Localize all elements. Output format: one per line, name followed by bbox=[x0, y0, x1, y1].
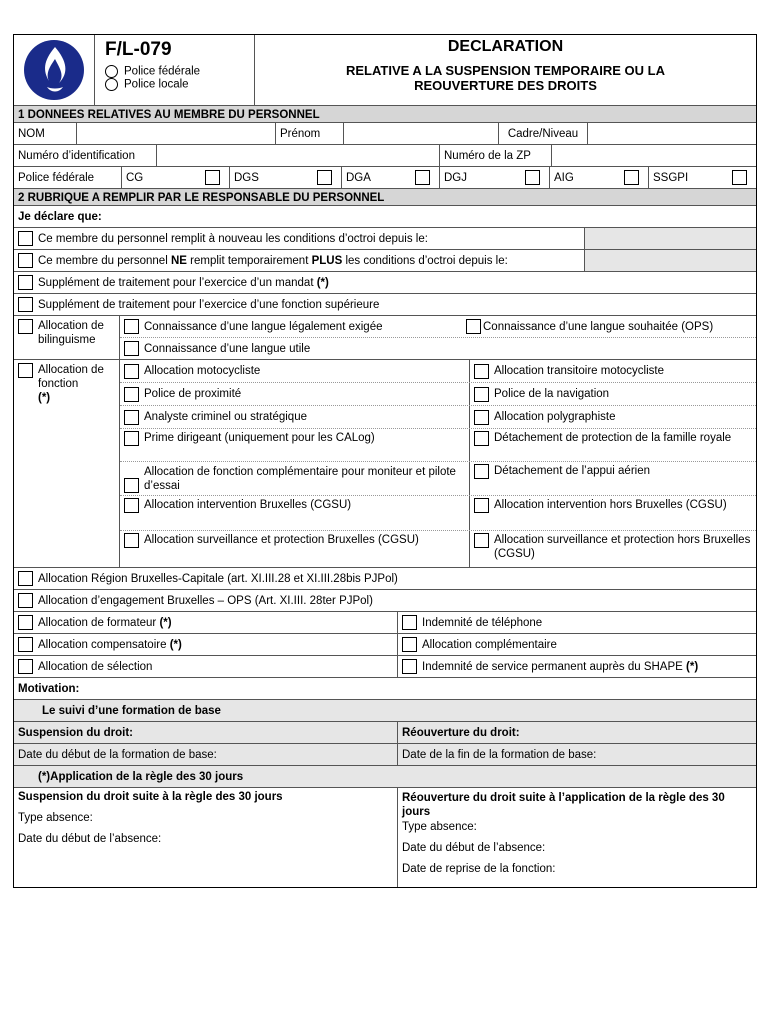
reouverture-droit-heading: Réouverture du droit: bbox=[397, 722, 756, 743]
radio-label: Police fédérale bbox=[124, 65, 201, 78]
option-label bbox=[38, 639, 182, 651]
unit-dgj[interactable] bbox=[439, 167, 549, 188]
label-emphasis: NE bbox=[170, 254, 187, 267]
asterisk-note: (*) bbox=[686, 660, 699, 673]
fonction-row bbox=[120, 382, 756, 405]
date-reprise-field[interactable]: Date de reprise de la fonction: bbox=[402, 863, 556, 875]
unit-label: DGJ bbox=[444, 171, 467, 184]
option-complementaire[interactable] bbox=[397, 634, 756, 655]
checkbox-icon[interactable] bbox=[466, 319, 481, 334]
motivation-label: Motivation: bbox=[18, 682, 80, 695]
row-supp-mandat bbox=[14, 271, 756, 293]
option-police-navigation[interactable] bbox=[469, 383, 756, 405]
option-prime-dirigeant[interactable] bbox=[120, 429, 469, 461]
row-bilinguisme bbox=[14, 315, 756, 359]
nom-label: NOM bbox=[18, 127, 45, 140]
je-declare-label: Je déclare que: bbox=[18, 210, 102, 223]
option-appui-aerien[interactable] bbox=[469, 462, 756, 495]
option-formateur[interactable] bbox=[14, 612, 397, 633]
option-compensatoire[interactable] bbox=[14, 634, 397, 655]
form-code: F/L-079 bbox=[105, 39, 172, 60]
checkbox-icon[interactable] bbox=[18, 319, 33, 334]
unit-ssgpi[interactable] bbox=[648, 167, 756, 188]
checkbox-icon[interactable] bbox=[474, 498, 489, 513]
option-label: Police de proximité bbox=[144, 388, 242, 400]
option-supp-mandat[interactable] bbox=[14, 272, 756, 293]
row-motivation bbox=[14, 677, 756, 699]
option-telephone[interactable] bbox=[397, 612, 756, 633]
asterisk-note: (*) bbox=[169, 638, 182, 651]
row-suivi-formation bbox=[14, 699, 756, 721]
option-remplit-a-nouveau[interactable] bbox=[14, 228, 584, 249]
section1-title: 1 DONNEES RELATIVES AU MEMBRE DU PERSONNEL bbox=[14, 106, 756, 122]
option-selection[interactable] bbox=[14, 656, 397, 677]
option-moniteur-pilote[interactable] bbox=[120, 462, 469, 495]
unit-dga[interactable] bbox=[341, 167, 439, 188]
police-logo bbox=[14, 35, 94, 105]
cadre-label: Cadre/Niveau bbox=[498, 123, 587, 144]
option-label bbox=[38, 363, 108, 405]
checkbox-icon[interactable] bbox=[624, 170, 639, 185]
checkbox-icon[interactable] bbox=[124, 431, 139, 446]
checkbox-icon[interactable] bbox=[732, 170, 747, 185]
form-id-block bbox=[94, 35, 254, 105]
type-absence-field-right[interactable]: Type absence: bbox=[402, 821, 477, 833]
checkbox-icon[interactable] bbox=[474, 410, 489, 425]
option-langue-exigee[interactable] bbox=[120, 316, 462, 337]
option-label: Allocation de fonction complémentaire pour moniteur et pilote d’essai bbox=[144, 466, 456, 492]
checkbox-icon[interactable] bbox=[124, 364, 139, 379]
option-shape[interactable] bbox=[397, 656, 756, 677]
reouverture-30-block bbox=[397, 788, 756, 887]
option-label: Allocation motocycliste bbox=[144, 365, 261, 377]
form-subtitle-line2: REOUVERTURE DES DROITS bbox=[414, 78, 597, 93]
row-compensatoire bbox=[14, 633, 756, 655]
police-federale-label: Police fédérale bbox=[18, 171, 95, 184]
option-engagement-bruxelles[interactable] bbox=[14, 590, 756, 611]
suivi-formation-heading: Le suivi d’une formation de base bbox=[42, 704, 221, 717]
option-police-proximite[interactable] bbox=[120, 383, 469, 405]
option-intervention-bruxelles[interactable] bbox=[120, 496, 469, 530]
checkbox-icon[interactable] bbox=[474, 431, 489, 446]
row-police-federale bbox=[14, 166, 756, 188]
unit-dgs[interactable] bbox=[229, 167, 341, 188]
unit-aig[interactable] bbox=[549, 167, 648, 188]
label-part: Indemnité de service permanent auprès du SHAPE bbox=[422, 660, 687, 673]
form-title-block bbox=[254, 35, 756, 105]
fonction-row bbox=[120, 495, 756, 530]
unit-cg[interactable] bbox=[121, 167, 229, 188]
option-label: Analyste criminel ou stratégique bbox=[144, 411, 307, 423]
radio-police-federale[interactable] bbox=[105, 65, 200, 78]
checkbox-icon[interactable] bbox=[402, 637, 417, 652]
cadre-field[interactable] bbox=[587, 123, 756, 144]
fonction-row bbox=[120, 360, 756, 382]
checkbox-icon[interactable] bbox=[415, 170, 430, 185]
label-part: les conditions d’octroi depuis le: bbox=[342, 254, 508, 267]
date-debut-absence-field-left[interactable]: Date du début de l’absence: bbox=[18, 833, 162, 845]
numero-id-field[interactable] bbox=[156, 145, 439, 166]
row-numero bbox=[14, 144, 756, 166]
option-label: Allocation surveillance et protection Bruxelles (CGSU) bbox=[144, 534, 419, 546]
form-subtitle-line1: RELATIVE A LA SUSPENSION TEMPORAIRE OU LA bbox=[345, 63, 665, 78]
checkbox-icon[interactable] bbox=[402, 659, 417, 674]
nom-field[interactable] bbox=[76, 123, 275, 144]
option-label bbox=[422, 661, 698, 673]
unit-label: DGS bbox=[234, 171, 259, 184]
fonction-row bbox=[120, 530, 756, 567]
date-fin-formation-field[interactable]: Date de la fin de la formation de base: bbox=[397, 744, 756, 765]
option-motocycliste[interactable] bbox=[120, 360, 469, 382]
label-part: Allocation de formateur bbox=[38, 616, 160, 629]
checkbox-icon[interactable] bbox=[18, 297, 33, 312]
option-label bbox=[38, 617, 172, 629]
option-label: Prime dirigeant (uniquement pour les CALog) bbox=[144, 432, 375, 444]
asterisk-note: (*) bbox=[38, 392, 51, 404]
checkbox-icon[interactable] bbox=[317, 170, 332, 185]
checkbox-icon[interactable] bbox=[18, 659, 33, 674]
option-label: Détachement de protection de la famille royale bbox=[494, 432, 732, 444]
option-polygraphiste[interactable] bbox=[469, 406, 756, 428]
option-langue-souhaitee[interactable] bbox=[462, 316, 756, 337]
unit-label: CG bbox=[126, 171, 144, 184]
row-formation-dates bbox=[14, 743, 756, 765]
unit-label: SSGPI bbox=[653, 171, 689, 184]
checkbox-icon[interactable] bbox=[402, 615, 417, 630]
form-title: DECLARATION bbox=[447, 38, 564, 55]
option-label: Connaissance d’une langue souhaitée (OPS) bbox=[483, 320, 714, 333]
prenom-field[interactable] bbox=[343, 123, 498, 144]
option-label: Indemnité de téléphone bbox=[422, 616, 543, 629]
label-emphasis: PLUS bbox=[311, 254, 343, 267]
option-label: Allocation intervention hors Bruxelles (CGSU) bbox=[494, 499, 727, 511]
asterisk-note: (*) bbox=[159, 616, 172, 629]
checkbox-icon[interactable] bbox=[474, 387, 489, 402]
checkbox-icon[interactable] bbox=[18, 637, 33, 652]
option-label: Connaissance d’une langue utile bbox=[144, 342, 311, 355]
checkbox-icon[interactable] bbox=[124, 341, 139, 356]
radio-circle-icon[interactable] bbox=[105, 78, 118, 91]
date-debut-absence-field-right[interactable]: Date du début de l’absence: bbox=[402, 842, 546, 854]
bilinguisme-options bbox=[119, 316, 756, 359]
suspension-30-heading: Suspension du droit suite à la règle des 30 jours bbox=[18, 791, 283, 803]
type-absence-field-left[interactable]: Type absence: bbox=[18, 812, 93, 824]
suspension-30-block bbox=[14, 788, 397, 887]
row-engagement-bxl bbox=[14, 589, 756, 611]
row-formateur bbox=[14, 611, 756, 633]
option-label: Allocation polygraphiste bbox=[494, 411, 616, 423]
fonction-row bbox=[120, 428, 756, 461]
reouverture-30-heading: Réouverture du droit suite à l’application de la règle des 30 jours bbox=[402, 792, 725, 818]
radio-police-locale[interactable] bbox=[105, 78, 189, 91]
option-transitoire-motocycliste[interactable] bbox=[469, 360, 756, 382]
option-region-bruxelles[interactable] bbox=[14, 568, 756, 589]
option-langue-utile[interactable] bbox=[120, 338, 756, 359]
option-label: Allocation intervention Bruxelles (CGSU) bbox=[144, 499, 352, 511]
row-regle-30-details bbox=[14, 787, 756, 887]
checkbox-icon[interactable] bbox=[124, 533, 139, 548]
option-label: Allocation surveillance et protection hors Bruxelles (CGSU) bbox=[494, 534, 751, 560]
row-condition-remplit bbox=[14, 227, 756, 249]
option-label: Allocation complémentaire bbox=[422, 638, 557, 651]
row-allocation-fonction bbox=[14, 359, 756, 567]
section1-header bbox=[14, 105, 756, 122]
prenom-label: Prénom bbox=[275, 123, 343, 144]
option-surveillance-bruxelles[interactable] bbox=[120, 531, 469, 567]
row-regle-30 bbox=[14, 765, 756, 787]
option-label: Détachement de l’appui aérien bbox=[494, 465, 650, 477]
row-droit-headers bbox=[14, 721, 756, 743]
option-label: Police de la navigation bbox=[494, 388, 610, 400]
row-je-declare bbox=[14, 205, 756, 227]
option-label: Allocation Région Bruxelles-Capitale (art. XI.III.28 et XI.III.28bis PJPol) bbox=[38, 572, 398, 585]
checkbox-icon[interactable] bbox=[124, 410, 139, 425]
checkbox-icon[interactable] bbox=[18, 231, 33, 246]
asterisk-note: (*) bbox=[316, 276, 329, 289]
bilinguisme-row bbox=[120, 316, 756, 337]
date-debut-formation-field[interactable]: Date du début de la formation de base: bbox=[18, 748, 217, 761]
checkbox-icon[interactable] bbox=[205, 170, 220, 185]
section2-title: 2 RUBRIQUE A REMPLIR PAR LE RESPONSABLE DU PERSONNEL bbox=[14, 189, 756, 205]
option-label: Ce membre du personnel remplit à nouveau les conditions d’octroi depuis le: bbox=[38, 232, 428, 245]
checkbox-icon[interactable] bbox=[18, 275, 33, 290]
option-label bbox=[38, 255, 508, 267]
checkbox-icon[interactable] bbox=[474, 364, 489, 379]
option-supp-fonction[interactable] bbox=[14, 294, 756, 315]
radio-circle-icon[interactable] bbox=[105, 65, 118, 78]
checkbox-icon[interactable] bbox=[124, 387, 139, 402]
row-selection bbox=[14, 655, 756, 677]
row-condition-ne-remplit bbox=[14, 249, 756, 271]
radio-label: Police locale bbox=[124, 78, 189, 91]
label-part: Ce membre du personnel bbox=[38, 254, 171, 267]
option-label: Allocation de sélection bbox=[38, 660, 153, 673]
numero-zp-label: Numéro de la ZP bbox=[439, 145, 551, 166]
row-supp-fonction bbox=[14, 293, 756, 315]
label-part: remplit temporairement bbox=[186, 254, 312, 267]
suspension-droit-heading: Suspension du droit: bbox=[18, 726, 133, 739]
row-region-bxl bbox=[14, 567, 756, 589]
date-ne-remplit-field[interactable] bbox=[584, 250, 756, 271]
checkbox-icon[interactable] bbox=[18, 363, 33, 378]
option-analyste-criminel[interactable] bbox=[120, 406, 469, 428]
unit-label: AIG bbox=[554, 171, 574, 184]
checkbox-icon[interactable] bbox=[474, 464, 489, 479]
option-intervention-hors-bruxelles[interactable] bbox=[469, 496, 756, 530]
numero-zp-field[interactable] bbox=[551, 145, 756, 166]
bilinguisme-row bbox=[120, 337, 756, 359]
checkbox-icon[interactable] bbox=[124, 498, 139, 513]
date-remplit-field[interactable] bbox=[584, 228, 756, 249]
fonction-row bbox=[120, 405, 756, 428]
checkbox-icon[interactable] bbox=[124, 478, 139, 493]
regle-30-heading: (*)Application de la règle des 30 jours bbox=[38, 770, 244, 783]
option-label: Supplément de traitement pour l’exercice d’une fonction supérieure bbox=[38, 298, 380, 311]
label-part: Allocation de fonction bbox=[38, 364, 104, 390]
checkbox-icon[interactable] bbox=[18, 615, 33, 630]
form-header bbox=[14, 35, 756, 105]
option-ne-remplit-plus[interactable] bbox=[14, 250, 584, 271]
option-bilinguisme[interactable] bbox=[14, 316, 119, 359]
option-allocation-fonction[interactable] bbox=[14, 360, 119, 567]
option-label: Allocation de bilinguisme bbox=[38, 320, 104, 346]
unit-label: DGA bbox=[346, 171, 371, 184]
fonction-options bbox=[119, 360, 756, 567]
checkbox-icon[interactable] bbox=[474, 533, 489, 548]
checkbox-icon[interactable] bbox=[18, 253, 33, 268]
option-detachement-famille-royale[interactable] bbox=[469, 429, 756, 461]
police-flame-logo-icon bbox=[21, 37, 87, 103]
checkbox-icon[interactable] bbox=[124, 319, 139, 334]
checkbox-icon[interactable] bbox=[18, 571, 33, 586]
checkbox-icon[interactable] bbox=[525, 170, 540, 185]
option-label: Allocation transitoire motocycliste bbox=[494, 365, 665, 377]
fonction-row bbox=[120, 461, 756, 495]
option-label: Allocation d’engagement Bruxelles – OPS (Art. XI.III. 28ter PJPol) bbox=[38, 594, 373, 607]
label-part: Supplément de traitement pour l’exercice d’un mandat bbox=[38, 276, 317, 289]
row-nom bbox=[14, 122, 756, 144]
option-label bbox=[38, 277, 329, 289]
label-part: Allocation compensatoire bbox=[38, 638, 170, 651]
declaration-form bbox=[13, 34, 757, 888]
section2-header bbox=[14, 188, 756, 205]
option-surveillance-hors-bruxelles[interactable] bbox=[469, 531, 756, 567]
numero-id-label: Numéro d’identification bbox=[18, 149, 135, 162]
checkbox-icon[interactable] bbox=[18, 593, 33, 608]
option-label: Connaissance d’une langue légalement exigée bbox=[144, 320, 383, 333]
